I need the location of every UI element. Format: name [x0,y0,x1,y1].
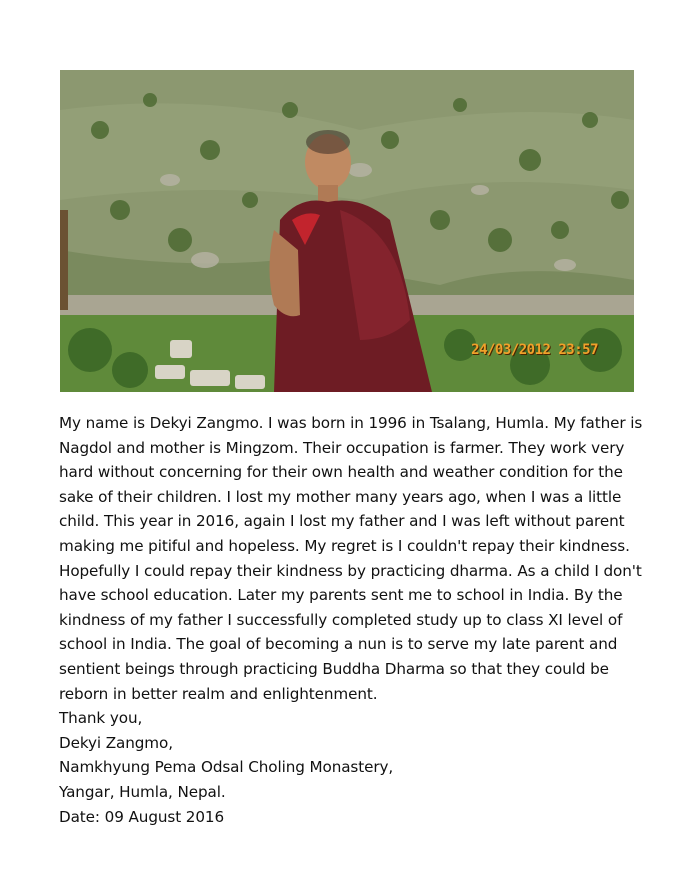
letter-text [59,411,699,829]
paragraph-line: reborn in better realm and enlightenment. [59,684,378,703]
paragraph-line: sentient beings through practicing Buddha Dharma so that they could be [59,659,609,678]
paragraph-line: sake of their children. I lost my mother many years ago, when I was a little [59,487,622,506]
photo-timestamp: 24/03/2012 23:57 [471,342,598,358]
paragraph-line: My name is Dekyi Zangmo. I was born in 1996 in Tsalang, Humla. My father is [59,414,643,432]
paragraph-line: kindness of my father I successfully completed study up to class XI level of [59,610,623,629]
paragraph-line: school in India. The goal of becoming a nun is to serve my late parent and [59,635,618,654]
paragraph-line: Hopefully I could repay their kindness by practicing dharma. As a child I don't [59,561,642,580]
paragraph-line: have school education. Later my parents sent me to school in India. By the [59,586,623,605]
closing-line: Thank you, [59,709,143,728]
portrait-photo [60,70,634,392]
monastery-name: Namkhyung Pema Odsal Choling Monastery, [59,758,394,777]
signature-name: Dekyi Zangmo, [59,733,173,752]
location-line: Yangar, Humla, Nepal. [59,782,226,801]
paragraph-line: hard without concerning for their own health and weather condition for the [59,463,623,482]
date-line: Date: 09 August 2016 [59,807,225,826]
paragraph-line: Nagdol and mother is Mingzom. Their occupation is farmer. They work very [59,438,625,457]
paragraph-line: child. This year in 2016, again I lost my father and I was left without parent [59,512,625,531]
paragraph-line: making me pitiful and hopeless. My regret is I couldn't repay their kindness. [59,536,630,555]
